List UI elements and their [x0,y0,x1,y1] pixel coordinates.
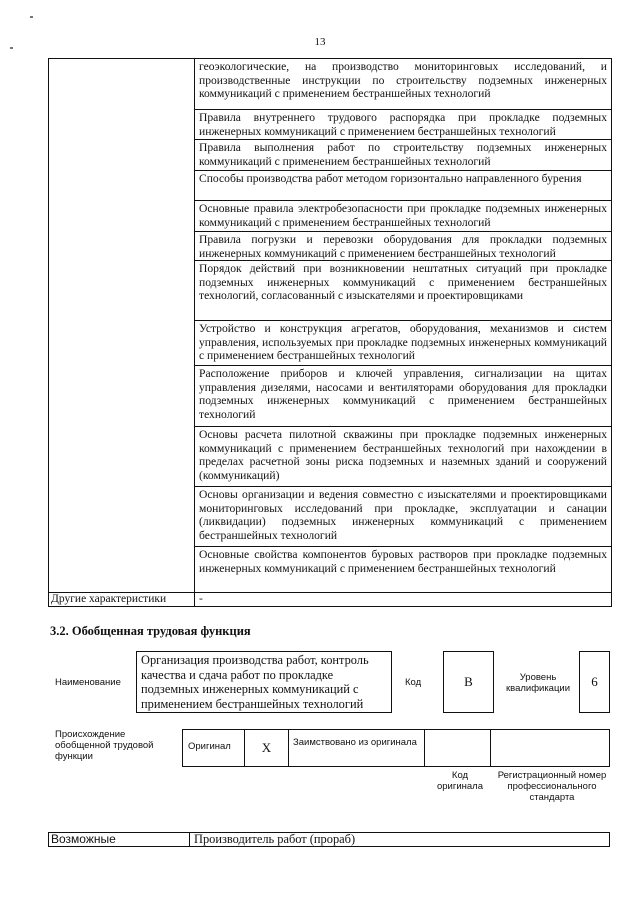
other-characteristics-label: Другие характеристики [49,593,195,607]
table-cell: Основные свойства компонентов буровых растворов при прокладке подземных инженерных коммуникаций с применением бестраншейных технологий [195,547,611,593]
table-cell: Правила выполнения работ по строительству подземных инженерных коммуникаций с применением бестраншейных технологий [195,140,611,171]
table-cell: Основы организации и ведения совместно с изыскателями и проектировщиками мониторинговых исследований при прокладке, эксплуатации и санации (ликвидации) подземных инженерных коммуникаций с применением бестраншейных технологий [195,487,611,547]
original-mark: X [245,730,289,766]
reg-number-cell [491,730,609,766]
reg-number-label: Регистрационный номер профессионального стандарта [497,770,607,803]
code-original-label: Код оригинала [436,770,483,792]
positions-value: Производитель работ (прораб) [194,832,356,846]
origin-table [182,729,610,767]
table-cell: Основы расчета пилотной скважины при прокладке подземных инженерных коммуникаций с применением бестраншейных технологий при нахождении в пределах расчетной зоны риска подземных и наземных зданий и сооружений (коммуникаций) [195,427,611,487]
code-original-cell [425,730,491,766]
function-name-box: Организация производства работ, контроль качества и сдача работ по прокладке подземных инженерных коммуникаций с применением бестраншейных технологий [136,651,392,713]
table-row [49,59,611,593]
qualification-level-box: 6 [579,651,610,713]
name-label: Наименование [55,677,121,688]
borrowed-label: Заимствовано из оригинала [289,730,425,766]
qualification-level-label: Уровень квалификации [505,672,571,694]
page-number: 13 [314,36,326,48]
code-label: Код [405,677,422,688]
positions-label: Возможные [49,833,190,846]
table-cell: геоэкологические, на производство мониторинговых исследований, и производственные инструкции по строительству подземных инженерных коммуникаций с применением бестраншейных технологий [195,59,611,110]
knowledge-list [195,59,611,593]
table-cell: Порядок действий при возникновении нештатных ситуаций при прокладке подземных инженерных коммуникаций с применением бестраншейных технологий, согласованный с изыскателями и проектировщиками [195,261,611,321]
origin-label: Происхождение обобщенной трудовой функции [55,729,154,762]
table-cell: Расположение приборов и ключей управления, сигнализации на щитах управления дизелями, насосами и вентиляторами оборудования для прокладки подземных инженерных коммуникаций с применением бестраншейных технологий [195,366,611,427]
code-value-box: B [443,651,494,713]
requirements-table [48,58,612,607]
section-title: 3.2. Обобщенная трудовая функция [50,624,251,638]
original-label: Оригинал [183,730,245,766]
table-row [49,593,611,607]
table-cell: Основные правила электробезопасности при прокладке подземных инженерных коммуникаций с применением бестраншейных технологий [195,201,611,232]
table-cell: Правила внутреннего трудового распорядка при прокладке подземных инженерных коммуникаций с применением бестраншейных технологий [195,110,611,140]
other-characteristics-value: - [195,593,611,607]
table-cell: Правила погрузки и перевозки оборудования для прокладки подземных инженерных коммуникаций с применением бестраншейных технологий [195,232,611,261]
table-cell: Способы производства работ методом горизонтально направленного бурения [195,171,611,201]
positions-table [48,832,610,847]
scan-speck [30,16,33,18]
empty-label-cell [49,59,195,593]
table-cell: Устройство и конструкция агрегатов, оборудования, механизмов и систем управления, используемых при прокладке подземных инженерных коммуникаций с применением бестраншейных технологий [195,321,611,366]
